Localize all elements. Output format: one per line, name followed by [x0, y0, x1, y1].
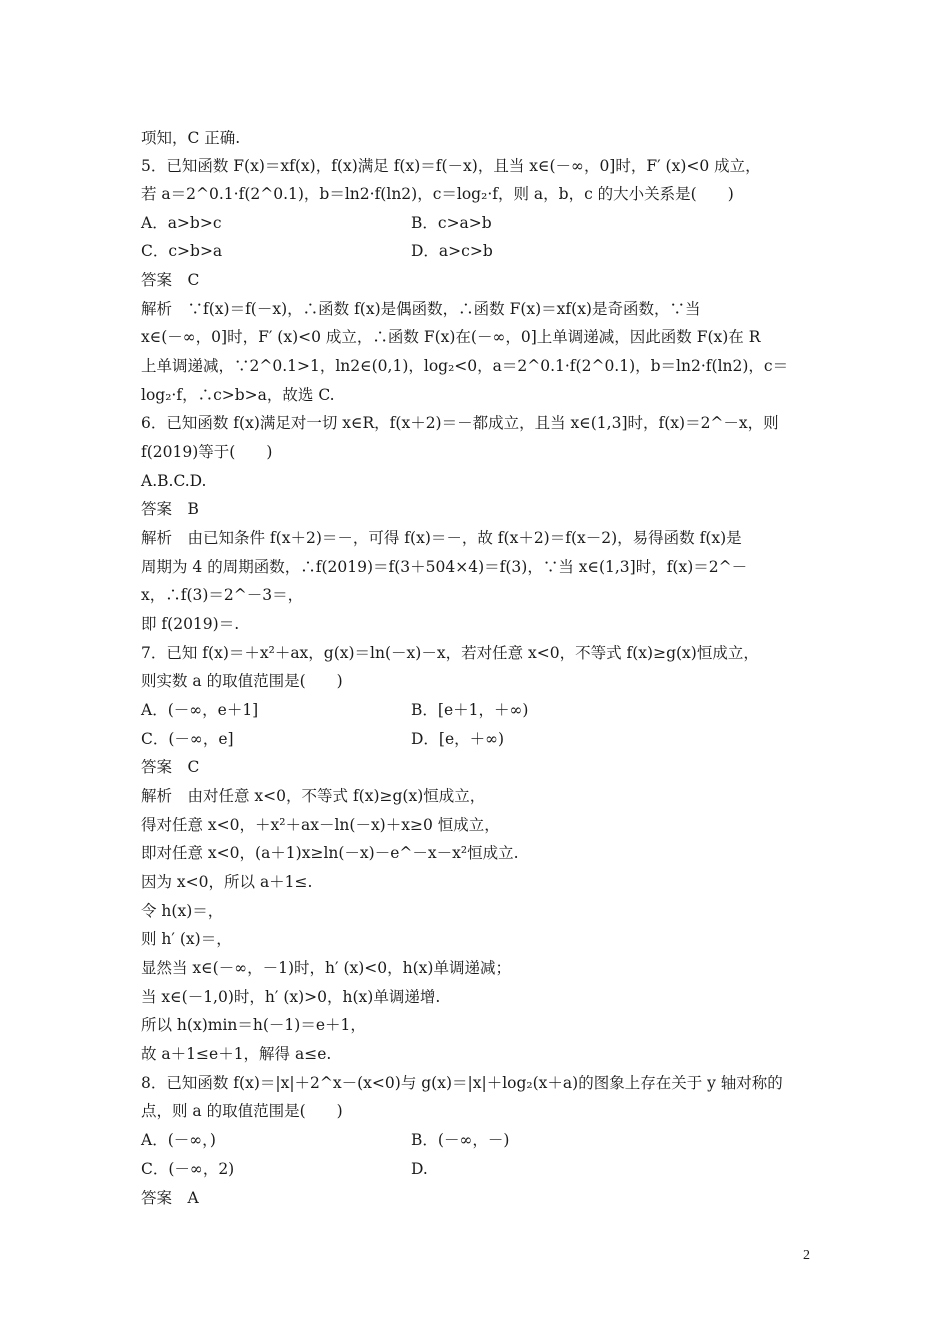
q5-option-a: A．a>b>c — [141, 214, 222, 232]
q8-option-c: C．(－∞，2) — [141, 1160, 235, 1178]
q7-option-d: D．[e，＋∞) — [411, 730, 505, 748]
question-8-stem: 8．已知函数 f(x)＝|x|＋2^x－(x<0)与 g(x)＝|x|＋log₂(x＋a)的图象上存在关于 y 轴对称的 — [141, 1074, 783, 1092]
question-7-stem: 7．已知 f(x)＝＋x²＋ax，g(x)＝ln(－x)－x，若对任意 x<0，不等式 f(x)≥g(x)恒成立， — [141, 644, 759, 662]
q7-analysis: 显然当 x∈(－∞，－1)时，h′ (x)<0，h(x)单调递减； — [141, 959, 511, 977]
q7-analysis: 令 h(x)＝， — [141, 902, 224, 920]
page-number: 2 — [803, 1248, 810, 1263]
q5-option-c: C．c>b>a — [141, 242, 223, 260]
q6-answer: 答案 B — [141, 500, 199, 518]
q7-analysis: 故 a＋1≤e＋1，解得 a≤e. — [141, 1045, 332, 1063]
question-6-stem: 6．已知函数 f(x)满足对一切 x∈R，f(x＋2)＝－都成立，且当 x∈(1,3]时，f(x)＝2^－x，则 — [141, 414, 779, 432]
q7-analysis: 得对任意 x<0，＋x²＋ax－ln(－x)＋x≥0 恒成立， — [141, 816, 500, 834]
q8-option-b: B．(－∞，－) — [411, 1131, 510, 1149]
q8-option-a: A．(－∞，) — [141, 1131, 216, 1149]
question-6-stem-cont: f(2019)等于( ) — [141, 443, 273, 461]
q5-option-b: B．c>a>b — [411, 214, 492, 232]
q7-analysis: 当 x∈(－1,0)时，h′ (x)>0，h(x)单调递增. — [141, 988, 441, 1006]
q5-analysis: 上单调递减，∵2^0.1>1，ln2∈(0,1)，log₂<0，a＝2^0.1·f(2^0.1)，b＝ln2·f(ln2)，c＝ — [141, 357, 789, 375]
q6-analysis: x，∴f(3)＝2^－3＝， — [141, 586, 304, 604]
q6-options: A.B.C.D. — [141, 472, 207, 490]
q6-analysis: 解析 由已知条件 f(x＋2)＝－，可得 f(x)＝－，故 f(x＋2)＝f(x－2)，易得函数 f(x)是 — [141, 529, 742, 547]
question-5-stem: 5．已知函数 F(x)＝xf(x)，f(x)满足 f(x)＝f(－x)，且当 x∈(－∞，0]时，F′ (x)<0 成立， — [141, 157, 761, 175]
q5-analysis: x∈(－∞，0]时，F′ (x)<0 成立，∴函数 F(x)在(－∞，0]上单调递减，因此函数 F(x)在 R — [141, 328, 761, 346]
q7-analysis: 则 h′ (x)＝， — [141, 930, 232, 948]
q8-option-d: D. — [411, 1160, 428, 1178]
q7-analysis: 所以 h(x)min＝h(－1)＝e＋1， — [141, 1016, 366, 1034]
q5-analysis: log₂·f，∴c>b>a，故选 C. — [141, 386, 335, 404]
q7-option-b: B．[e＋1，＋∞) — [411, 701, 529, 719]
text-line: 项知，C 正确. — [141, 129, 241, 147]
q7-analysis: 即对任意 x<0，(a＋1)x≥ln(－x)－e^－x－x²恒成立. — [141, 844, 519, 862]
question-7-stem-cont: 则实数 a 的取值范围是( ) — [141, 672, 343, 690]
q5-answer: 答案 C — [141, 271, 200, 289]
q6-analysis: 周期为 4 的周期函数，∴f(2019)＝f(3＋504×4)＝f(3)，∵当 x∈(1,3]时，f(x)＝2^－ — [141, 558, 748, 576]
q5-option-d: D．a>c>b — [411, 242, 493, 260]
q5-analysis: 解析 ∵f(x)＝f(－x)，∴函数 f(x)是偶函数，∴函数 F(x)＝xf(x)是奇函数，∵当 — [141, 300, 701, 318]
q7-analysis: 解析 由对任意 x<0，不等式 f(x)≥g(x)恒成立， — [141, 787, 486, 805]
q7-answer: 答案 C — [141, 758, 200, 776]
question-8-stem-cont: 点，则 a 的取值范围是( ) — [141, 1102, 343, 1120]
q8-answer: 答案 A — [141, 1189, 199, 1207]
q7-analysis: 因为 x<0，所以 a＋1≤. — [141, 873, 313, 891]
q7-option-c: C．(－∞，e] — [141, 730, 234, 748]
q6-analysis: 即 f(2019)＝. — [141, 615, 240, 633]
q7-option-a: A．(－∞，e＋1] — [141, 701, 259, 719]
question-5-stem-cont: 若 a＝2^0.1·f(2^0.1)，b＝ln2·f(ln2)，c＝log₂·f，则 a，b，c 的大小关系是( ) — [141, 185, 734, 203]
